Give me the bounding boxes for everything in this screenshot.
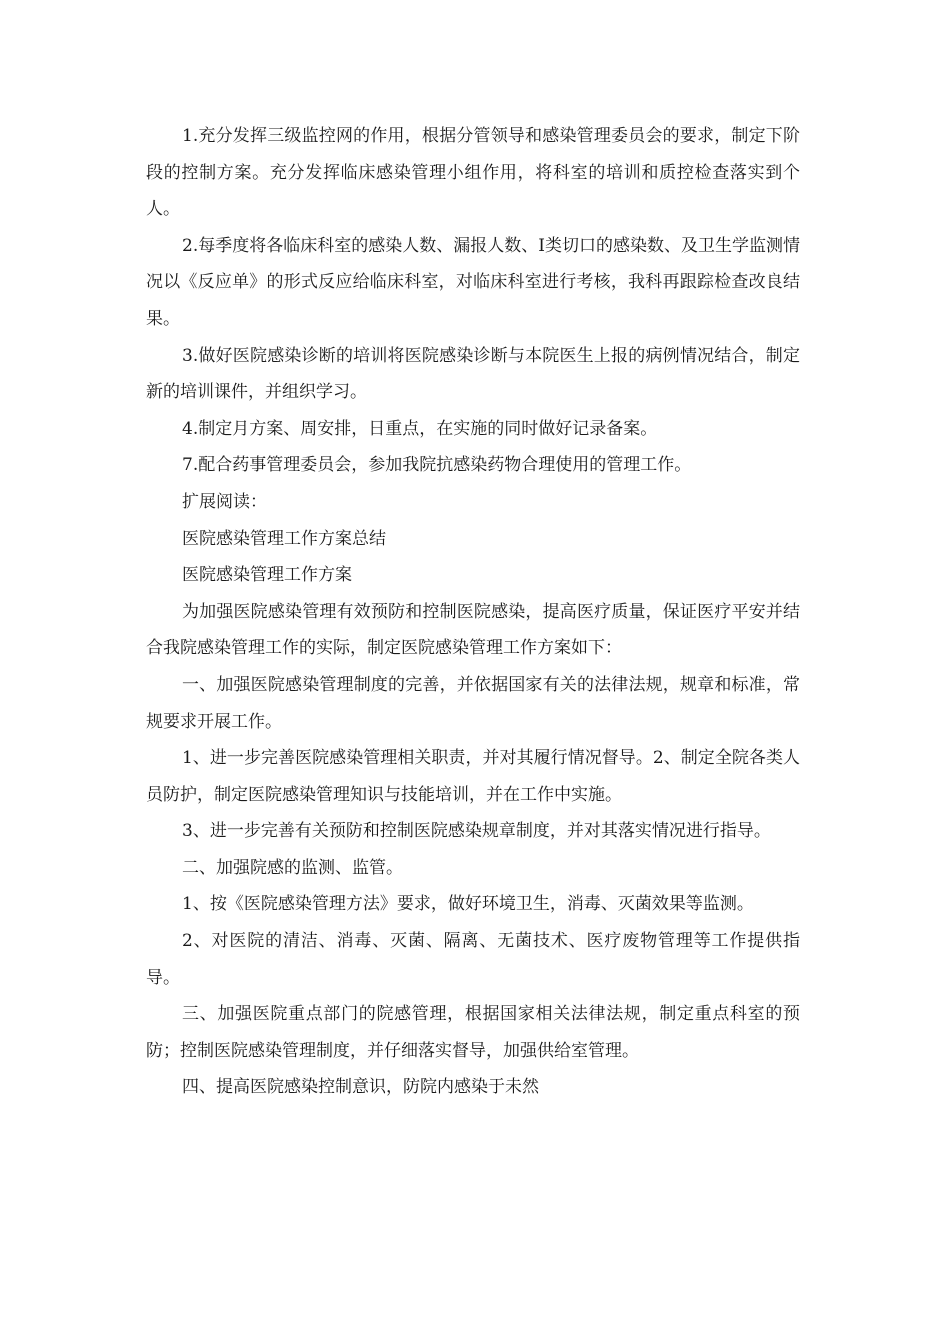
paragraph-7: 3、进一步完善有关预防和控制医院感染规章制度，并对其落实情况进行指导。 (182, 821, 771, 842)
section-heading-2: 二、加强院感的监测、监管。 (182, 857, 403, 878)
related-title-2: 医院感染管理工作方案 (182, 565, 352, 586)
section-heading-4: 四、提高医院感染控制意识，防院内感染于未然 (182, 1077, 539, 1098)
paragraph-8: 1、按《医院感染管理方法》要求，做好环境卫生，消毒、灭菌效果等监测。 (182, 894, 754, 915)
paragraph-9: 2、对医院的清洁、消毒、灭菌、隔离、无菌技术、医疗废物管理等工作提供指导。 (146, 931, 800, 988)
related-title-1: 医院感染管理工作方案总结 (182, 528, 386, 549)
section-heading-3: 三、加强医院重点部门的院感管理，根据国家相关法律法规，制定重点科室的预防；控制医院感染管理制度，并仔细落实督导，加强供给室管理。 (146, 1004, 800, 1061)
paragraph-1: 1.充分发挥三级监控网的作用，根据分管领导和感染管理委员会的要求，制定下阶段的控制方案。充分发挥临床感染管理小组作用，将科室的培训和质控检查落实到个人。 (146, 126, 800, 220)
paragraph-4: 4.制定月方案、周安排，日重点，在实施的同时做好记录备案。 (182, 418, 658, 439)
extended-reading-label: 扩展阅读： (182, 491, 267, 512)
paragraph-intro: 为加强医院感染管理有效预防和控制医院感染，提高医疗质量，保证医疗平安并结合我院感染管理工作的实际，制定医院感染管理工作方案如下： (146, 601, 800, 659)
paragraph-3: 3.做好医院感染诊断的培训将医院感染诊断与本院医生上报的病例情况结合，制定新的培训课件，并组织学习。 (146, 345, 800, 403)
section-heading-1: 一、加强医院感染管理制度的完善，并依据国家有关的法律法规，规章和标准，常规要求开展工作。 (146, 674, 800, 732)
paragraph-6: 1、进一步完善医院感染管理相关职责，并对其履行情况督导。2、制定全院各类人员防护，制定医院感染管理知识与技能培训，并在工作中实施。 (146, 748, 800, 805)
paragraph-2: 2.每季度将各临床科室的感染人数、漏报人数、I类切口的感染数、及卫生学监测情况以《反应单》的形式反应给临床科室，对临床科室进行考核，我科再跟踪检查改良结果。 (146, 235, 800, 329)
document-body (146, 118, 800, 1106)
paragraph-5: 7.配合药事管理委员会，参加我院抗感染药物合理使用的管理工作。 (182, 455, 692, 476)
